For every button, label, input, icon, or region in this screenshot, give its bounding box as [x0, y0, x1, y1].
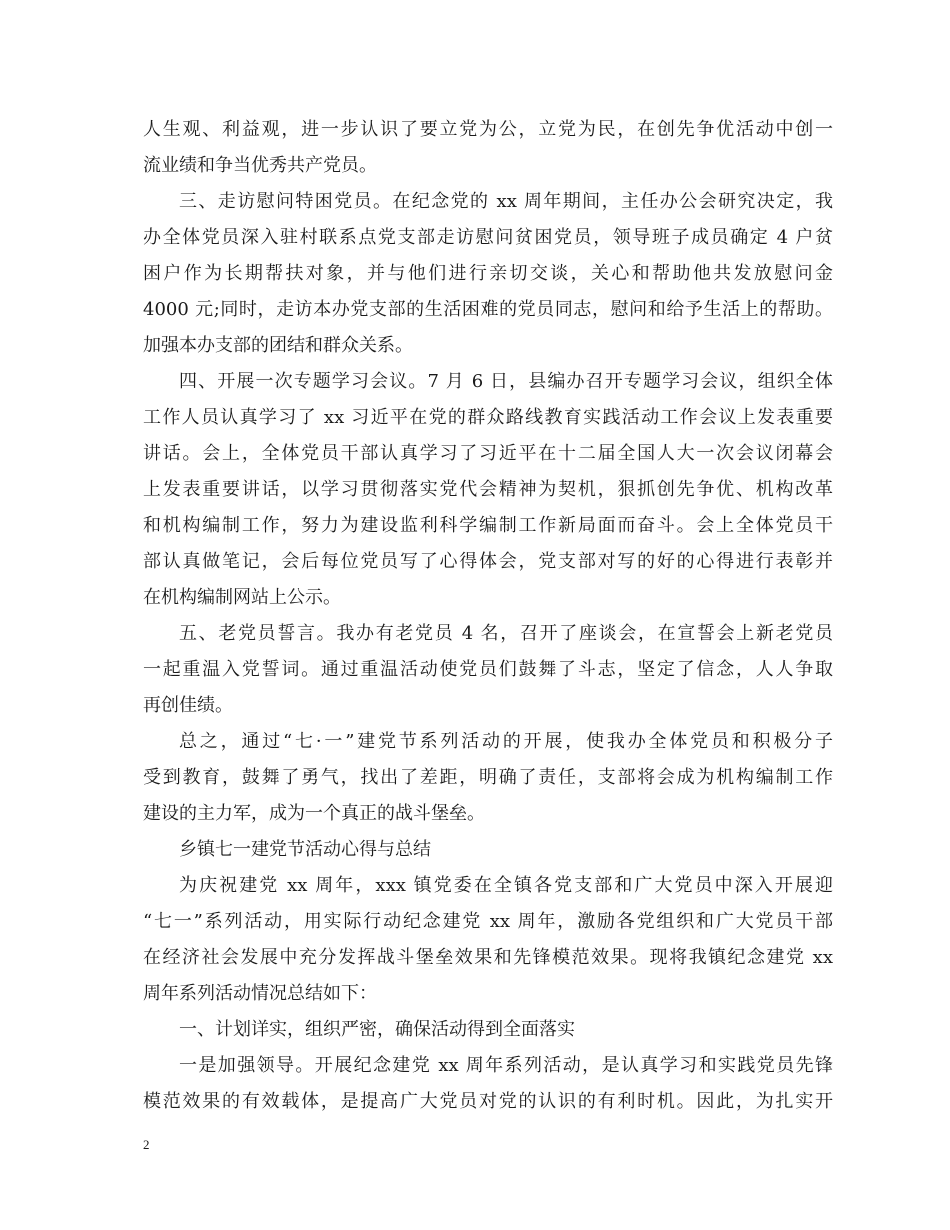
text-line: 五、老党员誓言。我办有老党员 4 名，召开了座谈会，在宣誓会上新老党员: [179, 623, 833, 644]
text-line: 一起重温入党誓词。通过重温活动使党员们鼓舞了斗志，坚定了信念，人人争取: [143, 659, 833, 680]
text-line: 4000 元;同时，走访本办党支部的生活困难的党员同志，慰问和给予生活上的帮助。: [143, 299, 833, 320]
text-line: 办全体党员深入驻村联系点党支部走访慰问贫困党员，领导班子成员确定 4 户贫: [143, 227, 833, 248]
text-line: 再创佳绩。: [143, 695, 233, 716]
text-line: 在机构编制网站上公示。: [143, 587, 341, 608]
text-line: 总之，通过“七·一”建党节系列活动的开展，使我办全体党员和积极分子: [179, 731, 833, 752]
text-line: 受到教育，鼓舞了勇气，找出了差距，明确了责任，支部将会成为机构编制工作: [143, 767, 833, 788]
text-line: 工作人员认真学习了 xx 习近平在党的群众路线教育实践活动工作会议上发表重要: [143, 407, 833, 428]
text-line: “七一”系列活动，用实际行动纪念建党 xx 周年，激励各党组织和广大党员干部: [143, 911, 833, 932]
text-line: 三、走访慰问特困党员。在纪念党的 xx 周年期间，主任办公会研究决定，我: [179, 191, 833, 212]
section-heading: 乡镇七一建党节活动心得与总结: [179, 839, 431, 860]
text-line: 周年系列活动情况总结如下：: [143, 983, 377, 1004]
text-line: 在经济社会发展中充分发挥战斗堡垒效果和先锋模范效果。现将我镇纪念建党 xx: [143, 947, 833, 968]
text-line: 流业绩和争当优秀共产党员。: [143, 155, 377, 176]
text-line: 人生观、利益观，进一步认识了要立党为公，立党为民，在创先争优活动中创一: [143, 119, 833, 140]
text-line: 为庆祝建党 xx 周年，xxx 镇党委在全镇各党支部和广大党员中深入开展迎: [179, 875, 833, 896]
text-line: 建设的主力军，成为一个真正的战斗堡垒。: [143, 803, 485, 824]
text-line: 和机构编制工作，努力为建设监利科学编制工作新局面而奋斗。会上全体党员干: [143, 515, 833, 536]
text-line: 上发表重要讲话，以学习贯彻落实党代会精神为契机，狠抓创先争优、机构改革: [143, 479, 833, 500]
text-line: 讲话。会上，全体党员干部认真学习了习近平在十二届全国人大一次会议闭幕会: [143, 443, 833, 464]
text-line: 困户作为长期帮扶对象，并与他们进行亲切交谈，关心和帮助他共发放慰问金: [143, 263, 833, 284]
page-number: 2: [143, 1137, 150, 1152]
document-body: [143, 112, 833, 1120]
text-line: 一是加强领导。开展纪念建党 xx 周年系列活动，是认真学习和实践党员先锋: [179, 1055, 833, 1076]
text-line: 模范效果的有效载体，是提高广大党员对党的认识的有利时机。因此，为扎实开: [143, 1091, 833, 1112]
text-line: 四、开展一次专题学习会议。7 月 6 日，县编办召开专题学习会议，组织全体: [179, 371, 833, 392]
text-line: 加强本办支部的团结和群众关系。: [143, 335, 413, 356]
text-line: 一、计划详实，组织严密，确保活动得到全面落实: [179, 1019, 575, 1040]
text-line: 部认真做笔记，会后每位党员写了心得体会，党支部对写的好的心得进行表彰并: [143, 551, 833, 572]
